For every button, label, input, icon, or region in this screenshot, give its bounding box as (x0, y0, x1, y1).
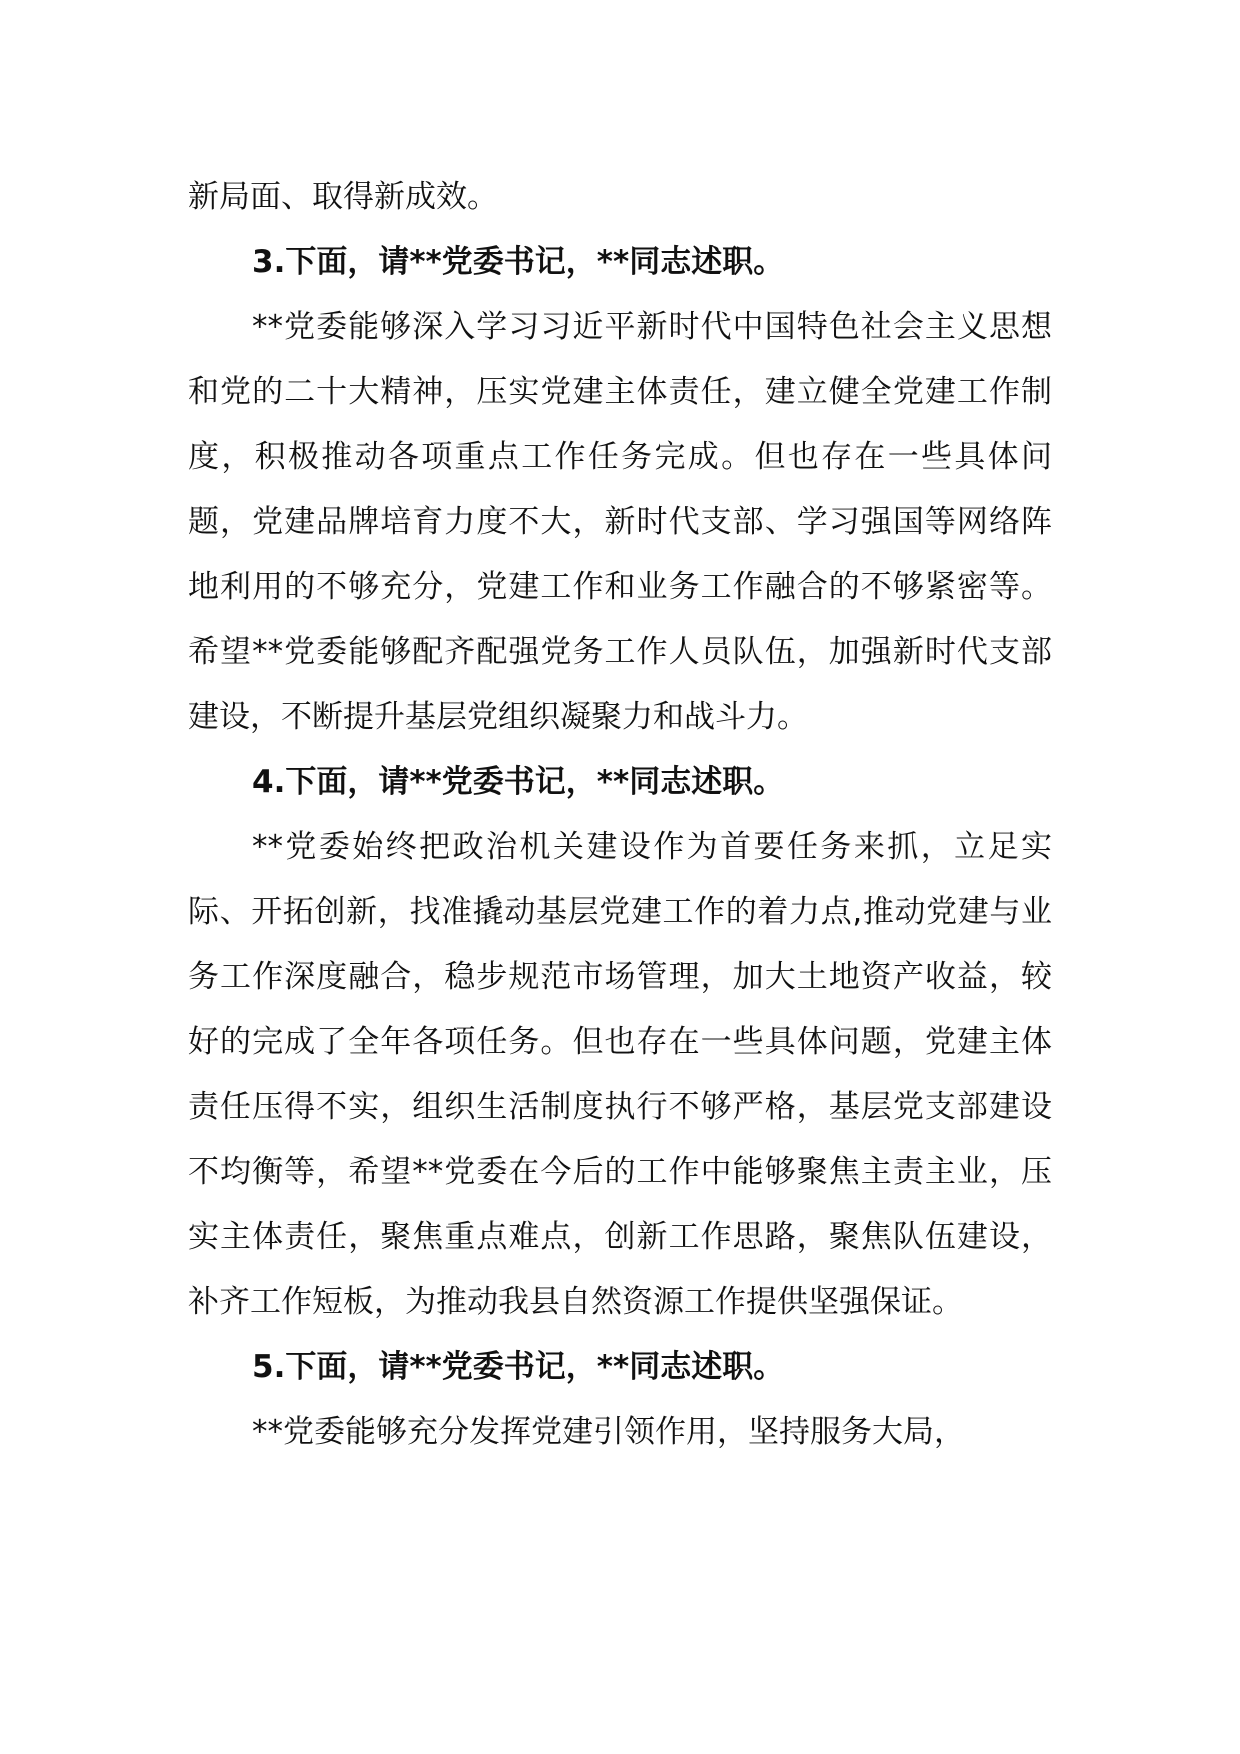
section-heading-4: 4.下面，请**党委书记，**同志述职。 (252, 764, 785, 800)
paragraph-section-5: **党委能够充分发挥党建引领作用，坚持服务大局， (252, 1414, 965, 1450)
paragraph-section-3: **党委能够深入学习习近平新时代中国特色社会主义思想和党的二十大精神，压实党建主体责任，建立健全党建工作制度，积极推动各项重点工作任务完成。但也存在一些具体问题，党建品牌培育力度不大，新时代支部、学习强国等网络阵地利用的不够充分，党建工作和业务工作融合的不够紧密等。希望**党委能够配齐配强党务工作人员队伍，加强新时代支部建设，不断提升基层党组织凝聚力和战斗力。 (188, 309, 1052, 735)
paragraph-continuation: 新局面、取得新成效。 (188, 179, 498, 215)
paragraph-section-4: **党委始终把政治机关建设作为首要任务来抓，立足实际、开拓创新，找准撬动基层党建工作的着力点,推动党建与业务工作深度融合，稳步规范市场管理，加大土地资产收益，较好的完成了全年各项任务。但也存在一些具体问题，党建主体责任压得不实，组织生活制度执行不够严格，基层党支部建设不均衡等，希望**党委在今后的工作中能够聚焦主责主业，压实主体责任，聚焦重点难点，创新工作思路，聚焦队伍建设，补齐工作短板，为推动我县自然资源工作提供坚强保证。 (188, 829, 1052, 1320)
section-heading-5: 5.下面，请**党委书记，**同志述职。 (252, 1349, 785, 1385)
section-heading-3: 3.下面，请**党委书记，**同志述职。 (252, 244, 785, 280)
